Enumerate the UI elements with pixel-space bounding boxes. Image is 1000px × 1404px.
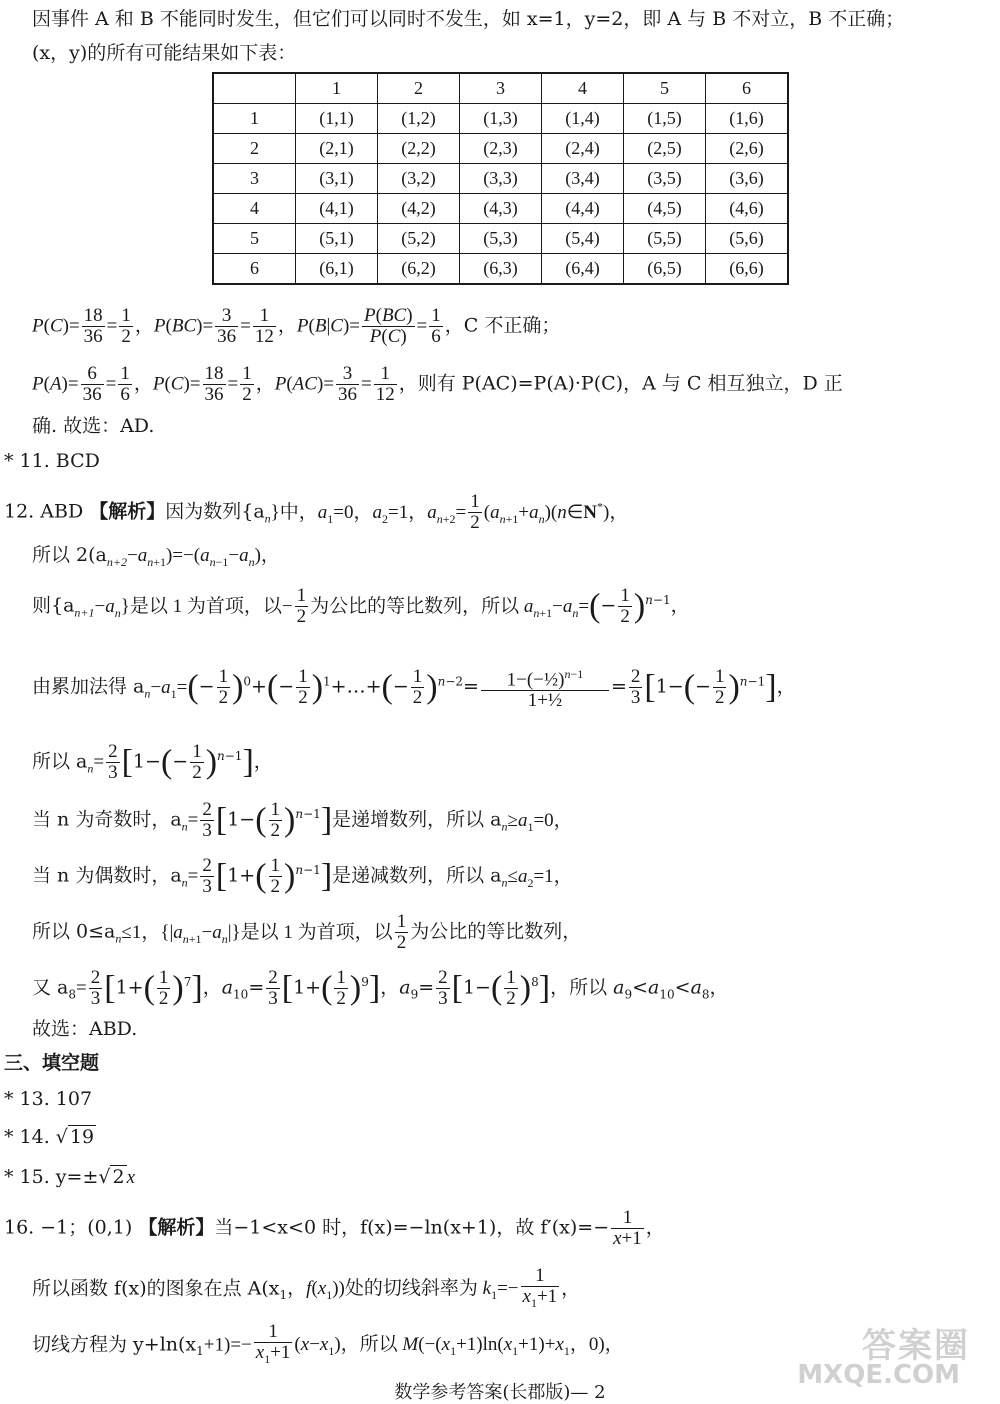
table-cell: (5,3) (460, 224, 542, 254)
table-cell: (5,5) (624, 224, 706, 254)
q15-tail: x (126, 1167, 136, 1188)
q14-answer: * 14. √ 19 (4, 1126, 95, 1148)
watermark-logo: 答案圈 (862, 1326, 970, 1366)
table-cell: (6,2) (378, 254, 460, 285)
intro-line-1: 因事件 A 和 B 不能同时发生，但它们可以同时不发生，如 x=1，y=2，即 A 与 B 不对立，B 不正确； (32, 8, 905, 30)
watermark-site: MXQE.COM (797, 1360, 960, 1390)
q15-radicand: 2 (112, 1166, 125, 1188)
table-cell: (6,6) (706, 254, 789, 285)
q16-l2-text: 所以函数 f(x)的图象在点 A(x (32, 1277, 280, 1300)
table-cell: (1,5) (624, 104, 706, 134)
q12-conclusion: 故选：ABD. (32, 1018, 138, 1040)
q12-l8-text: 所以 0≤a (32, 920, 116, 943)
probability-line-c: P(C)= $\frac{18}{36}$ = $\frac{1}{2}$ ，P(BC)= $\frac{3}{36}$ = $\frac{1}{12}$ ，P(B|C)= $\frac{P(BC)}{P(C)}$ = $\frac{1}{6}$ ，C 不正确； (32, 305, 561, 347)
table-header-cell: 2 (378, 73, 460, 104)
table-header-cell (213, 73, 296, 104)
table-cell: (1,3) (460, 104, 542, 134)
table-cell: (4,5) (624, 194, 706, 224)
intro-line-2: (x，y)的所有可能结果如下表： (32, 42, 297, 64)
table-cell: (1,2) (378, 104, 460, 134)
table-row (213, 194, 788, 224)
table-cell: (5,1) (296, 224, 378, 254)
table-cell: (6,5) (624, 254, 706, 285)
table-cell: (1,4) (542, 104, 624, 134)
q14-label: * 14. (4, 1126, 56, 1148)
pa-conclusion: ，则有 P(AC)=P(A)·P(C)，A 与 C 相互独立，D 正 (398, 372, 843, 395)
q16-analysis-tag: 【解析】 (138, 1216, 215, 1239)
q13-answer: * 13. 107 (4, 1088, 93, 1110)
q12-l7-text: 当 n 为偶数时，a (32, 864, 182, 887)
table-row (213, 134, 788, 164)
q16-l3-text: 切线方程为 y+ln(x (32, 1333, 197, 1356)
table-cell: (4,1) (296, 194, 378, 224)
outcome-table (212, 72, 789, 285)
table-cell: (6,4) (542, 254, 624, 285)
q11-answer: * 11. BCD (4, 450, 100, 472)
probability-line-a: P(A)= $\frac{6}{36}$ = $\frac{1}{6}$ ，P(C)= $\frac{18}{36}$ = $\frac{1}{2}$ ，P(AC)= $\frac{3}{36}$ = $\frac{1}{12}$ ，则有 P(AC)=P(A)·P(C)，A 与 C 相互独立，D 正 (32, 363, 843, 405)
q16-line-2: 所以函数 f(x)的图象在点 $A(x_1$，$f(x_1)$)处的切线斜率为 $k_1=-$ $\frac{1}{x_1+1}$ ， (32, 1265, 581, 1310)
table-header-cell: 3 (460, 73, 542, 104)
table-cell: (4,6) (706, 194, 789, 224)
q12-l7-tail: 是递减数列，所以 a (332, 864, 502, 887)
q14-radicand: 19 (69, 1126, 95, 1148)
q12-l6-tail: 是递增数列，所以 a (332, 808, 502, 831)
q12-line-7: 当 n 为偶数时，$a_n=$ $\frac{2}{3}$ [1+( $\frac{1}{2}$ )$^{n-1}$]是递减数列，所以 $a_n\le a_2=1$， (32, 855, 573, 897)
q15-answer: * 15. y=±√ 2 x (4, 1166, 136, 1188)
table-row (213, 224, 788, 254)
table-cell: (1,1) (296, 104, 378, 134)
table-cell: (3,2) (378, 164, 460, 194)
table-cell: (5,2) (378, 224, 460, 254)
q12-analysis-tag: 【解析】 (89, 500, 166, 523)
table-cell: (2,6) (706, 134, 789, 164)
q12-line-8: 所以 $0\le a_n\le 1$，$\{|a_{n+1}-a_n|\}$是以 1 为首项，以 $\frac{1}{2}$ 为公比的等比数列， (32, 911, 582, 953)
table-cell: (3,6) (706, 164, 789, 194)
table-cell: 2 (213, 134, 296, 164)
table-cell: (4,3) (460, 194, 542, 224)
pc-conclusion: ，C 不正确； (444, 314, 561, 337)
q12-l2-text: 所以 2(a (32, 544, 107, 566)
q12-line-1: 12. ABD 【解析】因为数列$\{a_n\}$中，$a_1=0$，$a_2=1$，$a_{n+2}=$ $\frac{1}{2}$ $(a_{n+1}+a_n)(n\in N^*)$， (4, 491, 629, 533)
table-cell: (3,5) (624, 164, 706, 194)
q12-l9-text: 又 a (32, 976, 69, 999)
table-cell: (4,2) (378, 194, 460, 224)
page-footer: 数学参考答案(长郡版)— 2 (394, 1382, 606, 1403)
table-cell: (2,4) (542, 134, 624, 164)
table-cell: 4 (213, 194, 296, 224)
q12-line-3: 则$\{a_{n+1}-a_n\}$是以 1 为首项，以− $\frac{1}{2}$ 为公比的等比数列，所以 $a_{n+1}-a_n=(-$ $\frac{1}{2}$ )$^{n-1}$， (32, 585, 690, 627)
table-cell: 1 (213, 104, 296, 134)
q12-line-9: 又 $a_8=$ $\frac{2}{3}$ [1+( $\frac{1}{2}$ )$^7$]，$a_{10}=$ $\frac{2}{3}$ [1+( $\frac{1}{2}$ )$^9$]，$a_9=$ $\frac{2}{3}$ [1−( $\frac{1}{2}$ )$^8$]，所以 $a_9<a_{10}<a_8$， (32, 967, 729, 1009)
table-cell: 5 (213, 224, 296, 254)
table-row (213, 104, 788, 134)
table-header-cell: 1 (296, 73, 378, 104)
q12-l5-text: 所以 a (32, 750, 88, 773)
q15-label: * 15. y=± (4, 1166, 99, 1188)
q12-label: 12. ABD (4, 500, 84, 523)
q12-line-6: 当 n 为奇数时，$a_n=$ $\frac{2}{3}$ [1−( $\frac{1}{2}$ )$^{n-1}$]是递增数列，所以 $a_n\ge a_1=0$， (32, 799, 573, 841)
table-cell: (3,1) (296, 164, 378, 194)
q12-l3-text: 则{a (32, 594, 75, 617)
q16-l1-text: 当−1<x<0 时，f(x)=−ln(x+1)，故 f′(x)=− (214, 1216, 610, 1239)
q16-label: 16. −1；(0,1) (4, 1216, 133, 1239)
table-cell: (3,4) (542, 164, 624, 194)
table-cell: (6,1) (296, 254, 378, 285)
table-header-cell: 4 (542, 73, 624, 104)
table-cell: (2,1) (296, 134, 378, 164)
table-cell: (4,4) (542, 194, 624, 224)
table-cell: (5,6) (706, 224, 789, 254)
table-header-cell: 6 (706, 73, 789, 104)
section-title: 三、填空题 (4, 1052, 100, 1074)
table-row (213, 254, 788, 285)
q12-line-5: 所以 $a_n=$ $\frac{2}{3}$ [1−(− $\frac{1}{2}$ )$^{n-1}$]， (32, 741, 273, 783)
table-cell: (2,2) (378, 134, 460, 164)
table-cell: 3 (213, 164, 296, 194)
q12-line-4: 由累加法得 $a_n-a_1=(-$ $\frac{1}{2}$ )$^0$+(− $\frac{1}{2}$ )$^1$+…+(− $\frac{1}{2}$ )$^{n-2}$= $\frac{1-(-\frac{1}{2})^{n-1}}{\text{1+½}}$ = $\frac{2}{3}$ [1−(− $\frac{1}{2}$ )$^{n-1}$]， (32, 664, 796, 711)
table-cell: (6,3) (460, 254, 542, 285)
q12-l6-text: 当 n 为奇数时，a (32, 808, 182, 831)
table-header-row (213, 73, 788, 104)
table-cell: (5,4) (542, 224, 624, 254)
q12-l4-text: 由累加法得 a (32, 675, 145, 698)
table-cell: (1,6) (706, 104, 789, 134)
q10-conclusion: 确. 故选：AD. (32, 415, 155, 437)
q16-line-1: 16. −1；(0,1) 【解析】当−1<x<0 时，f(x)=−ln(x+1)，故 f′(x)=− $\frac{1}{x+1}$ ， (4, 1207, 665, 1249)
q12-l1-text: 因为数列{a (165, 500, 265, 523)
table-cell: 6 (213, 254, 296, 285)
q12-line-2: 所以 $2(a_{n+2}-a_{n+1})=-(a_{n-1}-a_n)$， (32, 544, 280, 569)
q16-line-3: 切线方程为 $y+\ln(x_1+1)=-$ $\frac{1}{x_1+1}$ $(x-x_1)$，所以 $M(-(x_1+1)\ln(x_1+1)+x_1$，0)， (32, 1321, 624, 1366)
table-cell: (3,3) (460, 164, 542, 194)
table-header-cell: 5 (624, 73, 706, 104)
table-cell: (2,5) (624, 134, 706, 164)
table-cell: (2,3) (460, 134, 542, 164)
table-row (213, 164, 788, 194)
